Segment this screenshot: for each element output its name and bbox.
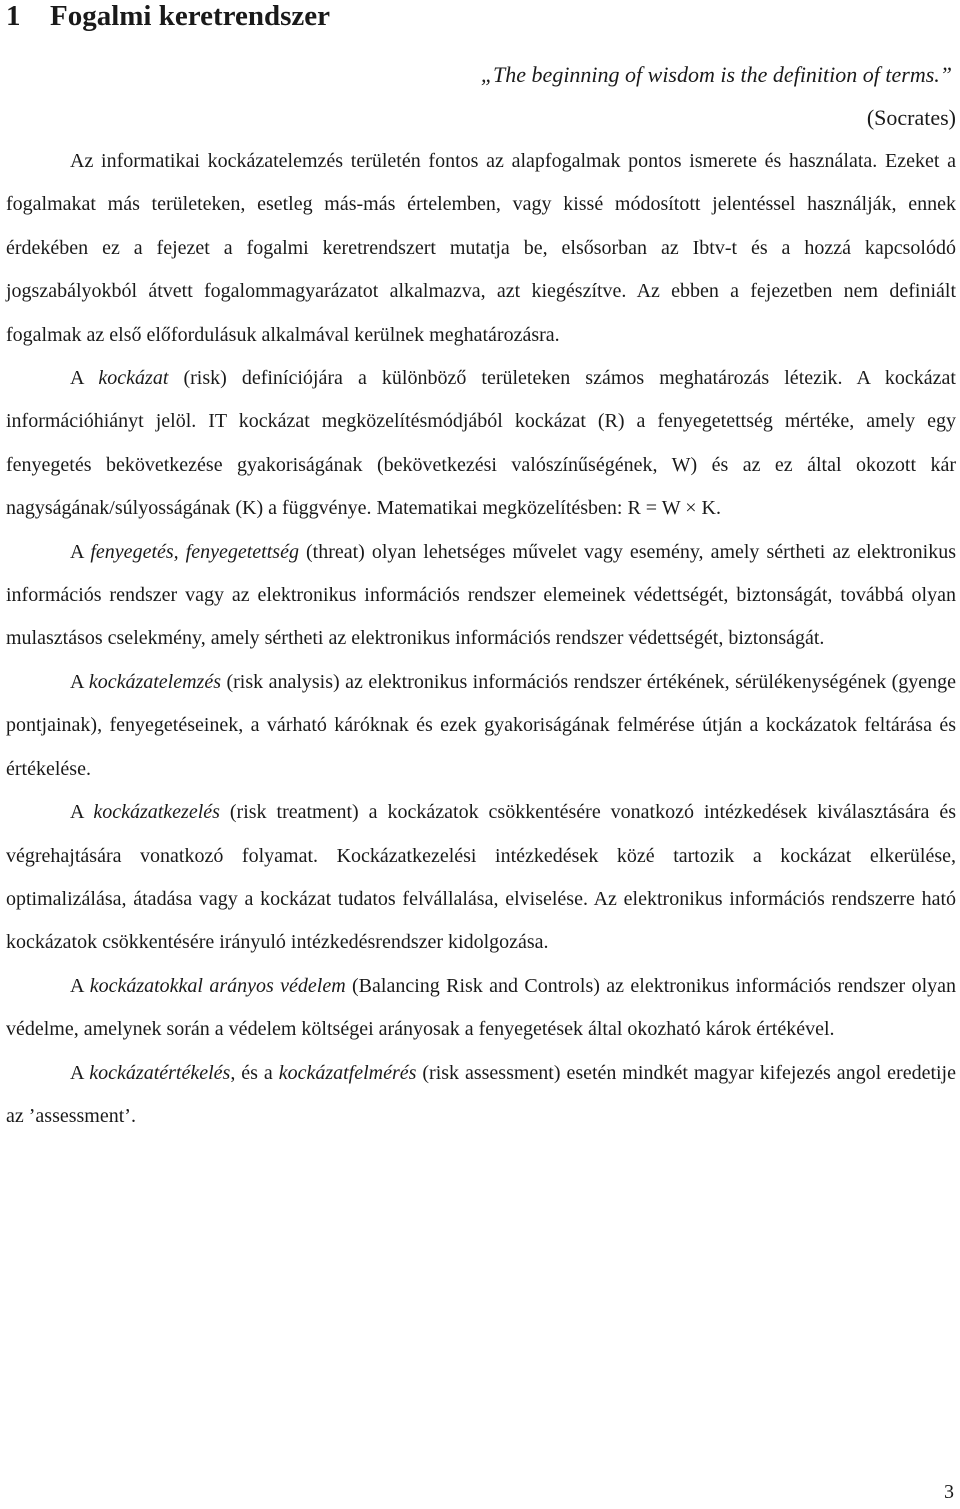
paragraph-risk-analysis <box>6 661 956 791</box>
term-threat: fenyegetés, fenyegetettség <box>90 540 299 563</box>
paragraph-text: A <box>70 670 89 693</box>
chapter-title: Fogalmi keretrendszer <box>50 0 330 32</box>
paragraph-text: A <box>70 367 99 390</box>
term-risk-analysis: kockázatelemzés <box>88 670 221 693</box>
paragraph-risk-treatment <box>6 791 956 965</box>
epigraph-author: (Socrates) <box>866 105 956 130</box>
paragraph-intro <box>6 140 956 357</box>
body-text <box>6 140 956 1138</box>
term-risk-evaluation: kockázatértékelés <box>89 1061 231 1084</box>
paragraph-text: (risk assessment) esetén mindkét magyar kifejezés angol eredetije az ’assessment’. <box>6 1061 956 1127</box>
chapter-number: 1 <box>6 0 21 32</box>
paragraph-risk <box>6 357 956 531</box>
paragraph-balancing-risk <box>6 965 956 1052</box>
paragraph-text: A <box>70 801 94 824</box>
paragraph-text: A <box>70 540 91 563</box>
paragraph-risk-assessment <box>6 1052 956 1139</box>
paragraph-text: (threat) olyan lehetséges művelet vagy esemény, amely sértheti az elektronikus információs rendszer vagy az elektronikus információs rendszer elemeinek védettségét, biztonságát, továbbá olyan mulasztásos cselekmény, amely sértheti az elektronikus információs rendszer védettségét, biztonságát. <box>6 540 956 650</box>
chapter-heading <box>6 0 330 34</box>
paragraph-text: A <box>70 1061 90 1084</box>
paragraph-threat <box>6 531 956 661</box>
epigraph-quote: „The beginning of wisdom is the definition of terms.” <box>480 62 952 87</box>
paragraph-text: , és a <box>230 1061 279 1084</box>
paragraph-text: (risk analysis) az elektronikus információs rendszer értékének, sérülékenységének (gyenge pontjainak), fenyegetéseinek, a várható káróknak és ezek gyakoriságának felmérése útján a kockázatok feltárása és értékelése. <box>6 670 956 780</box>
paragraph-text: (risk) definíciójára a különböző területeken számos meghatározás létezik. A kockázat információhiányt jelöl. IT kockázat megközelítésmódjából kockázat (R) a fenyegetettség mértéke, amely egy fenyegetés bekövetkezése gyakoriságának (bekövetkezési valószínűségének, W) és az ez által okozott kár nagyságának/súlyosságának (K) a függvénye. Matematikai megközelítésben: R = W × K. <box>6 367 956 520</box>
term-risk: kockázat <box>98 367 169 390</box>
paragraph-text: A <box>70 974 90 997</box>
term-balancing-risk: kockázatokkal arányos védelem <box>89 974 346 997</box>
term-risk-assessment: kockázatfelmérés <box>278 1061 417 1084</box>
page-number: 3 <box>944 1481 954 1503</box>
paragraph-text: Az informatikai kockázatelemzés területén fontos az alapfogalmak pontos ismerete és használata. Ezeket a fogalmakat más területeken, esetleg más-más értelemben, vagy kissé módosított jelentéssel használják, ennek érdekében ez a fejezet a fogalmi keretrendszert mutatja be, elsősorban az Ibtv-t és a hozzá kapcsolódó jogszabályokból átvett fogalommagyarázatot alkalmazva, azt kiegészítve. Az ebben a fejezetben nem definiált fogalmak az első előfordulásuk alkalmával kerülnek meghatározásra. <box>6 150 956 346</box>
paragraph-text: (Balancing Risk and Controls) az elektronikus információs rendszer olyan védelme, amelynek során a védelem költségei arányosak a fenyegetések által okozható károk értékével. <box>6 974 957 1041</box>
term-risk-treatment: kockázatkezelés <box>93 801 220 824</box>
paragraph-text: (risk treatment) a kockázatok csökkentésére vonatkozó intézkedések kiválasztására és végrehajtására vonatkozó folyamat. Kockázatkezelési intézkedések közé tartozik a kockázat elkerülése, optimalizálása, átadása vagy a kockázat tudatos felvállalása, elviselése. Az elektronikus információs rendszerre ható kockázatok csökkentésére irányuló intézkedésrendszer kidolgozása. <box>6 801 956 954</box>
